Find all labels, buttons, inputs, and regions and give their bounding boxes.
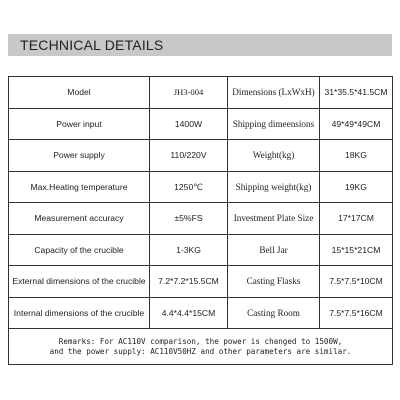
spec-value: 17*17CM xyxy=(320,203,393,235)
spec-label: Capacity of the crucible xyxy=(9,234,150,266)
section-title: TECHNICAL DETAILS xyxy=(20,37,164,53)
spec-value: 31*35.5*41.5CM xyxy=(320,77,393,109)
spec-label: Casting Room xyxy=(228,297,320,329)
spec-label: Power supply xyxy=(9,140,150,172)
remarks-row xyxy=(9,329,393,365)
spec-label: Investment Plate Size xyxy=(228,203,320,235)
spec-value: 15*15*21CM xyxy=(320,234,393,266)
spec-value: 7.5*7.5*16CM xyxy=(320,297,393,329)
table-row xyxy=(9,203,393,235)
table-row xyxy=(9,234,393,266)
spec-label: External dimensions of the crucible xyxy=(9,266,150,298)
spec-value: 1250℃ xyxy=(150,171,228,203)
table-row xyxy=(9,108,393,140)
spec-label: Power input xyxy=(9,108,150,140)
technical-details-table xyxy=(8,76,393,365)
remarks-line-2: and the power supply: AC110V50HZ and other parameters are similar. xyxy=(49,346,352,356)
spec-label: Shipping weight(kg) xyxy=(228,171,320,203)
table-row xyxy=(9,266,393,298)
spec-label: Max.Heating temperature xyxy=(9,171,150,203)
spec-label: Bell Jar xyxy=(228,234,320,266)
spec-label: Casting Flasks xyxy=(228,266,320,298)
spec-label: Dimensions (LxWxH) xyxy=(228,77,320,109)
spec-value: 4.4*4.4*15CM xyxy=(150,297,228,329)
spec-value: 110/220V xyxy=(150,140,228,172)
spec-value: 19KG xyxy=(320,171,393,203)
spec-value: 1400W xyxy=(150,108,228,140)
spec-value: ±5%FS xyxy=(150,203,228,235)
spec-value: 18KG xyxy=(320,140,393,172)
remarks-cell xyxy=(9,329,393,365)
spec-label: Shipping dimeensions xyxy=(228,108,320,140)
spec-value: 7.2*7.2*15.5CM xyxy=(150,266,228,298)
spec-label: Measurement accuracy xyxy=(9,203,150,235)
table-row xyxy=(9,77,393,109)
spec-label: Internal dimensions of the crucible xyxy=(9,297,150,329)
table-row xyxy=(9,297,393,329)
table-row xyxy=(9,140,393,172)
spec-label: Model xyxy=(9,77,150,109)
spec-value: 1-3KG xyxy=(150,234,228,266)
spec-value: JH3-004 xyxy=(150,77,228,109)
section-header xyxy=(8,34,392,56)
table-row xyxy=(9,171,393,203)
spec-value: 49*49*49CM xyxy=(320,108,393,140)
remarks-line-1: Remarks: For AC110V comparison, the power is changed to 1500W, xyxy=(58,336,343,346)
spec-value: 7.5*7.5*10CM xyxy=(320,266,393,298)
spec-label: Weight(kg) xyxy=(228,140,320,172)
